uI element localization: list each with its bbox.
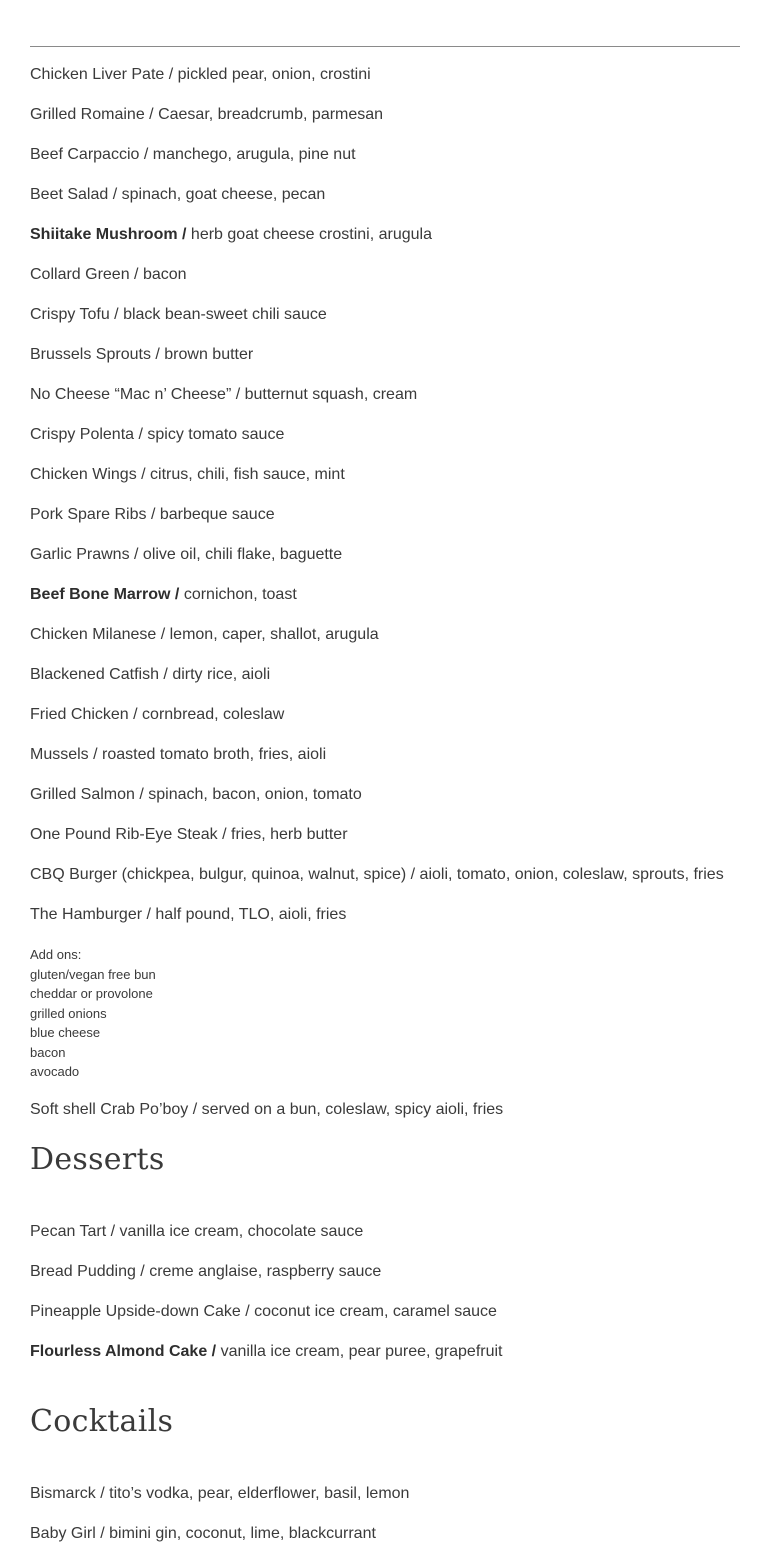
- menu-item-description: spinach, goat cheese, pecan: [121, 186, 326, 203]
- menu-item: Chicken Milanese / lemon, caper, shallot, arugula: [30, 626, 379, 643]
- menu-item-name-text: Shiitake Mushroom: [30, 226, 178, 243]
- menu-item: Bismarck / tito’s vodka, pear, elderflower, basil, lemon: [30, 1485, 410, 1502]
- menu-item-name: CBQ Burger (chickpea, bulgur, quinoa, walnut, spice): [30, 866, 407, 883]
- menu-item-description: cornichon, toast: [183, 586, 297, 603]
- menu-item-name: Crispy Tofu: [30, 306, 110, 323]
- menu-item: Grilled Salmon / spinach, bacon, onion, tomato: [30, 786, 362, 803]
- menu-item-description: manchego, arugula, pine nut: [152, 146, 356, 163]
- menu-item: [30, 225, 432, 245]
- menu-item-description: coconut ice cream, caramel sauce: [254, 1303, 497, 1320]
- menu-item-description: herb goat cheese crostini, arugula: [190, 226, 432, 243]
- menu-item-name: Fried Chicken: [30, 706, 129, 723]
- menu-item: Beet Salad / spinach, goat cheese, pecan: [30, 186, 326, 203]
- menu-item-name: Grilled Salmon: [30, 786, 135, 803]
- menu-item-description: roasted tomato broth, fries, aioli: [102, 746, 327, 763]
- menu-item: Bread Pudding / creme anglaise, raspberry sauce: [30, 1263, 382, 1280]
- menu-item-name: Chicken Wings: [30, 466, 137, 483]
- section-divider: [30, 46, 740, 47]
- menu-item-description: barbeque sauce: [159, 506, 275, 523]
- menu-item: Beef Carpaccio / manchego, arugula, pine nut: [30, 146, 356, 163]
- menu-item-name: The Hamburger: [30, 906, 143, 923]
- menu-item-name: Beet Salad: [30, 186, 109, 203]
- menu-item-description: brown butter: [164, 346, 254, 363]
- menu-item-name: Pineapple Upside-down Cake: [30, 1303, 241, 1320]
- menu-item: [30, 1342, 503, 1362]
- menu-item-description: bacon: [142, 266, 187, 283]
- menu-item-description: dirty rice, aioli: [172, 666, 271, 683]
- menu-item-name: Flourless Almond Cake /: [30, 1343, 217, 1360]
- addons-list: [30, 945, 156, 1082]
- menu-item: Blackened Catfish / dirty rice, aioli: [30, 666, 271, 683]
- menu-item-name: Crispy Polenta: [30, 426, 135, 443]
- menu-item: Mussels / roasted tomato broth, fries, aioli: [30, 746, 327, 763]
- menu-item: One Pound Rib-Eye Steak / fries, herb butter: [30, 826, 348, 843]
- menu-item: Crispy Tofu / black bean-sweet chili sauce: [30, 306, 327, 323]
- addon-item: gluten/vegan free bun: [30, 966, 156, 982]
- addon-item: cheddar or provolone: [30, 986, 153, 1001]
- menu-item-description: pickled pear, onion, crostini: [177, 66, 371, 83]
- menu-item-name: Grilled Romaine: [30, 106, 145, 123]
- menu-item: Baby Girl / bimini gin, coconut, lime, blackcurrant: [30, 1525, 376, 1542]
- menu-item-description: vanilla ice cream, pear puree, grapefruit: [220, 1343, 503, 1360]
- menu-item: Garlic Prawns / olive oil, chili flake, baguette: [30, 546, 343, 563]
- menu-item-description: black bean-sweet chili sauce: [123, 306, 327, 323]
- menu-item-name: Beef Carpaccio: [30, 146, 140, 163]
- menu-item-description: Caesar, breadcrumb, parmesan: [158, 106, 384, 123]
- menu-item-name: Collard Green: [30, 266, 130, 283]
- menu-item-name-text: Beef Bone Marrow: [30, 586, 171, 603]
- menu-item-description: spicy tomato sauce: [147, 426, 285, 443]
- menu-item: No Cheese “Mac n’ Cheese” / butternut squash, cream: [30, 386, 418, 403]
- menu-item: Pork Spare Ribs / barbeque sauce: [30, 506, 275, 523]
- menu-item: [30, 585, 297, 605]
- menu-item-description: tito’s vodka, pear, elderflower, basil, lemon: [109, 1485, 410, 1502]
- addons-title: Add ons:: [30, 947, 82, 962]
- menu-item: Brussels Sprouts / brown butter: [30, 346, 254, 363]
- menu-item: Crispy Polenta / spicy tomato sauce: [30, 426, 285, 443]
- menu-item: Fried Chicken / cornbread, coleslaw: [30, 706, 285, 723]
- menu-item-name: Blackened Catfish: [30, 666, 159, 683]
- menu-item: Grilled Romaine / Caesar, breadcrumb, parmesan: [30, 106, 384, 123]
- menu-item-name: Shiitake Mushroom /: [30, 226, 187, 243]
- menu-item: Chicken Liver Pate / pickled pear, onion, crostini: [30, 66, 371, 83]
- menu-item-description: fries, herb butter: [231, 826, 348, 843]
- menu-item: Pecan Tart / vanilla ice cream, chocolate sauce: [30, 1223, 364, 1240]
- menu-item-description: cornbread, coleslaw: [142, 706, 285, 723]
- menu-item-name: Garlic Prawns: [30, 546, 130, 563]
- cocktails-heading: Cocktails: [30, 1404, 174, 1439]
- addon-item: bacon: [30, 1044, 66, 1060]
- menu-item-description: citrus, chili, fish sauce, mint: [150, 466, 345, 483]
- menu-item: Soft shell Crab Po’boy / served on a bun, coleslaw, spicy aioli, fries: [30, 1101, 504, 1118]
- menu-item-description: served on a bun, coleslaw, spicy aioli, fries: [201, 1101, 504, 1118]
- menu-item-name: One Pound Rib-Eye Steak: [30, 826, 218, 843]
- desserts-heading: Desserts: [30, 1142, 165, 1177]
- addon-item: blue cheese: [30, 1025, 101, 1040]
- menu-item: Collard Green / bacon: [30, 266, 187, 283]
- menu-item-name: Brussels Sprouts: [30, 346, 151, 363]
- menu-item-description: bimini gin, coconut, lime, blackcurrant: [109, 1525, 376, 1542]
- menu-item-name: Bread Pudding: [30, 1263, 136, 1280]
- menu-item-name-text: Flourless Almond Cake: [30, 1343, 208, 1360]
- menu-item: Pineapple Upside-down Cake / coconut ice cream, caramel sauce: [30, 1303, 497, 1320]
- menu-item-description: spinach, bacon, onion, tomato: [148, 786, 362, 803]
- menu-item: The Hamburger / half pound, TLO, aioli, fries: [30, 906, 347, 923]
- menu-item-name: Chicken Liver Pate: [30, 66, 165, 83]
- menu-item-description: aioli, tomato, onion, coleslaw, sprouts, fries: [419, 866, 724, 883]
- menu-item-name: Pecan Tart: [30, 1223, 107, 1240]
- menu-item-name: Baby Girl: [30, 1525, 96, 1542]
- menu-item-description: vanilla ice cream, chocolate sauce: [119, 1223, 364, 1240]
- menu-item-name: Soft shell Crab Po’boy: [30, 1101, 189, 1118]
- addon-item: grilled onions: [30, 1005, 107, 1021]
- addon-item: avocado: [30, 1064, 80, 1079]
- menu-item-name: Beef Bone Marrow /: [30, 586, 180, 603]
- menu-item: CBQ Burger (chickpea, bulgur, quinoa, walnut, spice) / aioli, tomato, onion, coleslaw, sprouts, fries: [30, 866, 724, 883]
- menu-item-description: creme anglaise, raspberry sauce: [149, 1263, 382, 1280]
- menu-item-description: olive oil, chili flake, baguette: [142, 546, 343, 563]
- menu-item-description: lemon, caper, shallot, arugula: [169, 626, 379, 643]
- menu-item-name: Pork Spare Ribs: [30, 506, 147, 523]
- menu-item: Chicken Wings / citrus, chili, fish sauce, mint: [30, 466, 345, 483]
- menu-item-name: Chicken Milanese: [30, 626, 157, 643]
- menu-item-name: No Cheese “Mac n’ Cheese”: [30, 386, 232, 403]
- menu-item-description: half pound, TLO, aioli, fries: [155, 906, 347, 923]
- menu-item-name: Bismarck: [30, 1485, 96, 1502]
- menu-item-description: butternut squash, cream: [244, 386, 418, 403]
- menu-item-name: Mussels: [30, 746, 89, 763]
